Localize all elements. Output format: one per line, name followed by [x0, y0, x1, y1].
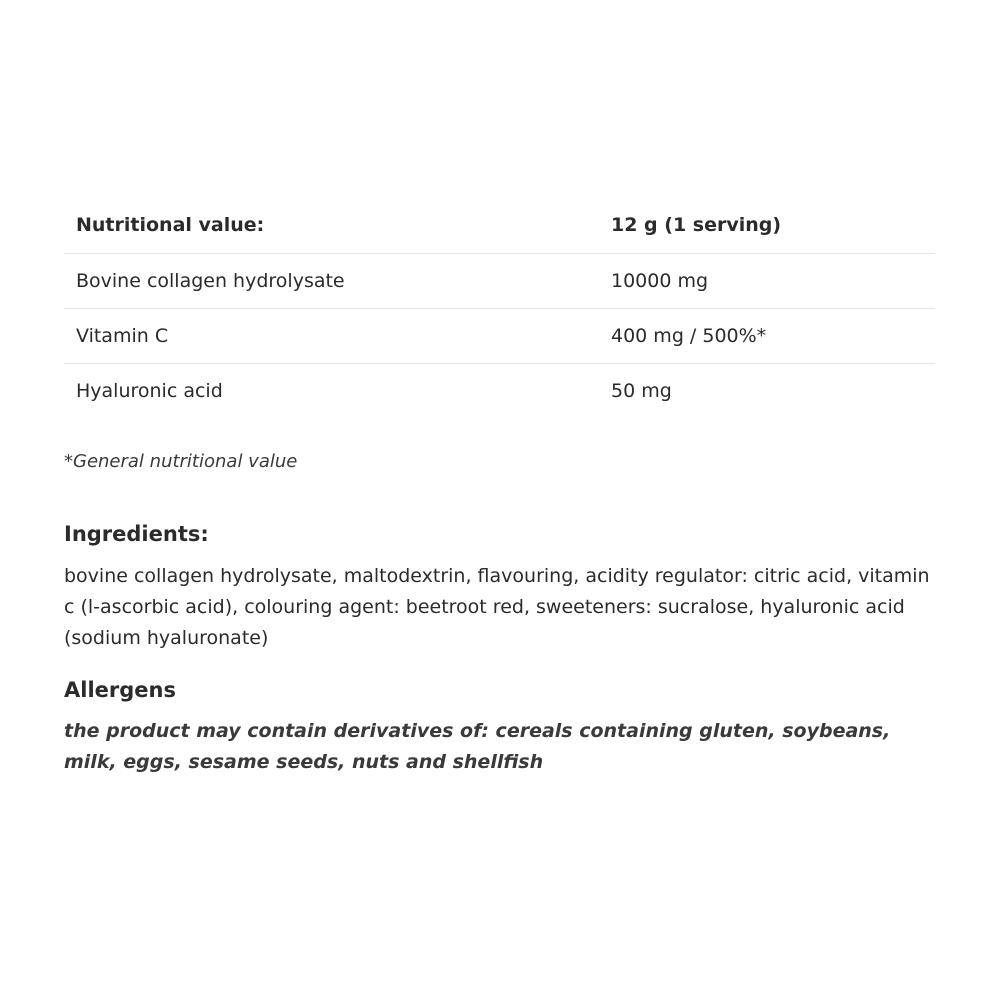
table-row	[64, 363, 935, 418]
nutrition-footnote: *General nutritional value	[64, 451, 298, 472]
table-header-row	[64, 198, 935, 253]
nutrient-name: Bovine collagen hydrolysate	[64, 253, 599, 308]
ingredients-heading: Ingredients:	[64, 522, 209, 546]
table-row	[64, 253, 935, 308]
ingredients-text: bovine collagen hydrolysate, maltodextrin, flavouring, acidity regulator: citric acid, vitamin c (l-ascorbic acid), colouring agent: beetroot red, sweeteners: sucralose, hyaluronic acid (sodium hyaluronate)	[64, 565, 930, 649]
nutrition-header-value: 12 g (1 serving)	[599, 198, 935, 253]
nutrition-table	[64, 198, 935, 418]
product-info-section	[64, 198, 935, 778]
nutrient-value: 50 mg	[611, 379, 672, 402]
table-row	[64, 308, 935, 363]
nutrient-value: 400 mg / 500%*	[599, 308, 935, 363]
allergens-heading: Allergens	[64, 678, 176, 702]
nutrient-value: 10000 mg	[599, 253, 935, 308]
allergens-text: the product may contain derivatives of: cereals containing gluten, soybeans, milk, eggs, sesame seeds, nuts and shellfish	[64, 720, 891, 773]
nutrition-header-name: Nutritional value:	[64, 198, 599, 253]
nutrient-name: Hyaluronic acid	[76, 379, 223, 402]
nutrient-name: Vitamin C	[64, 308, 599, 363]
